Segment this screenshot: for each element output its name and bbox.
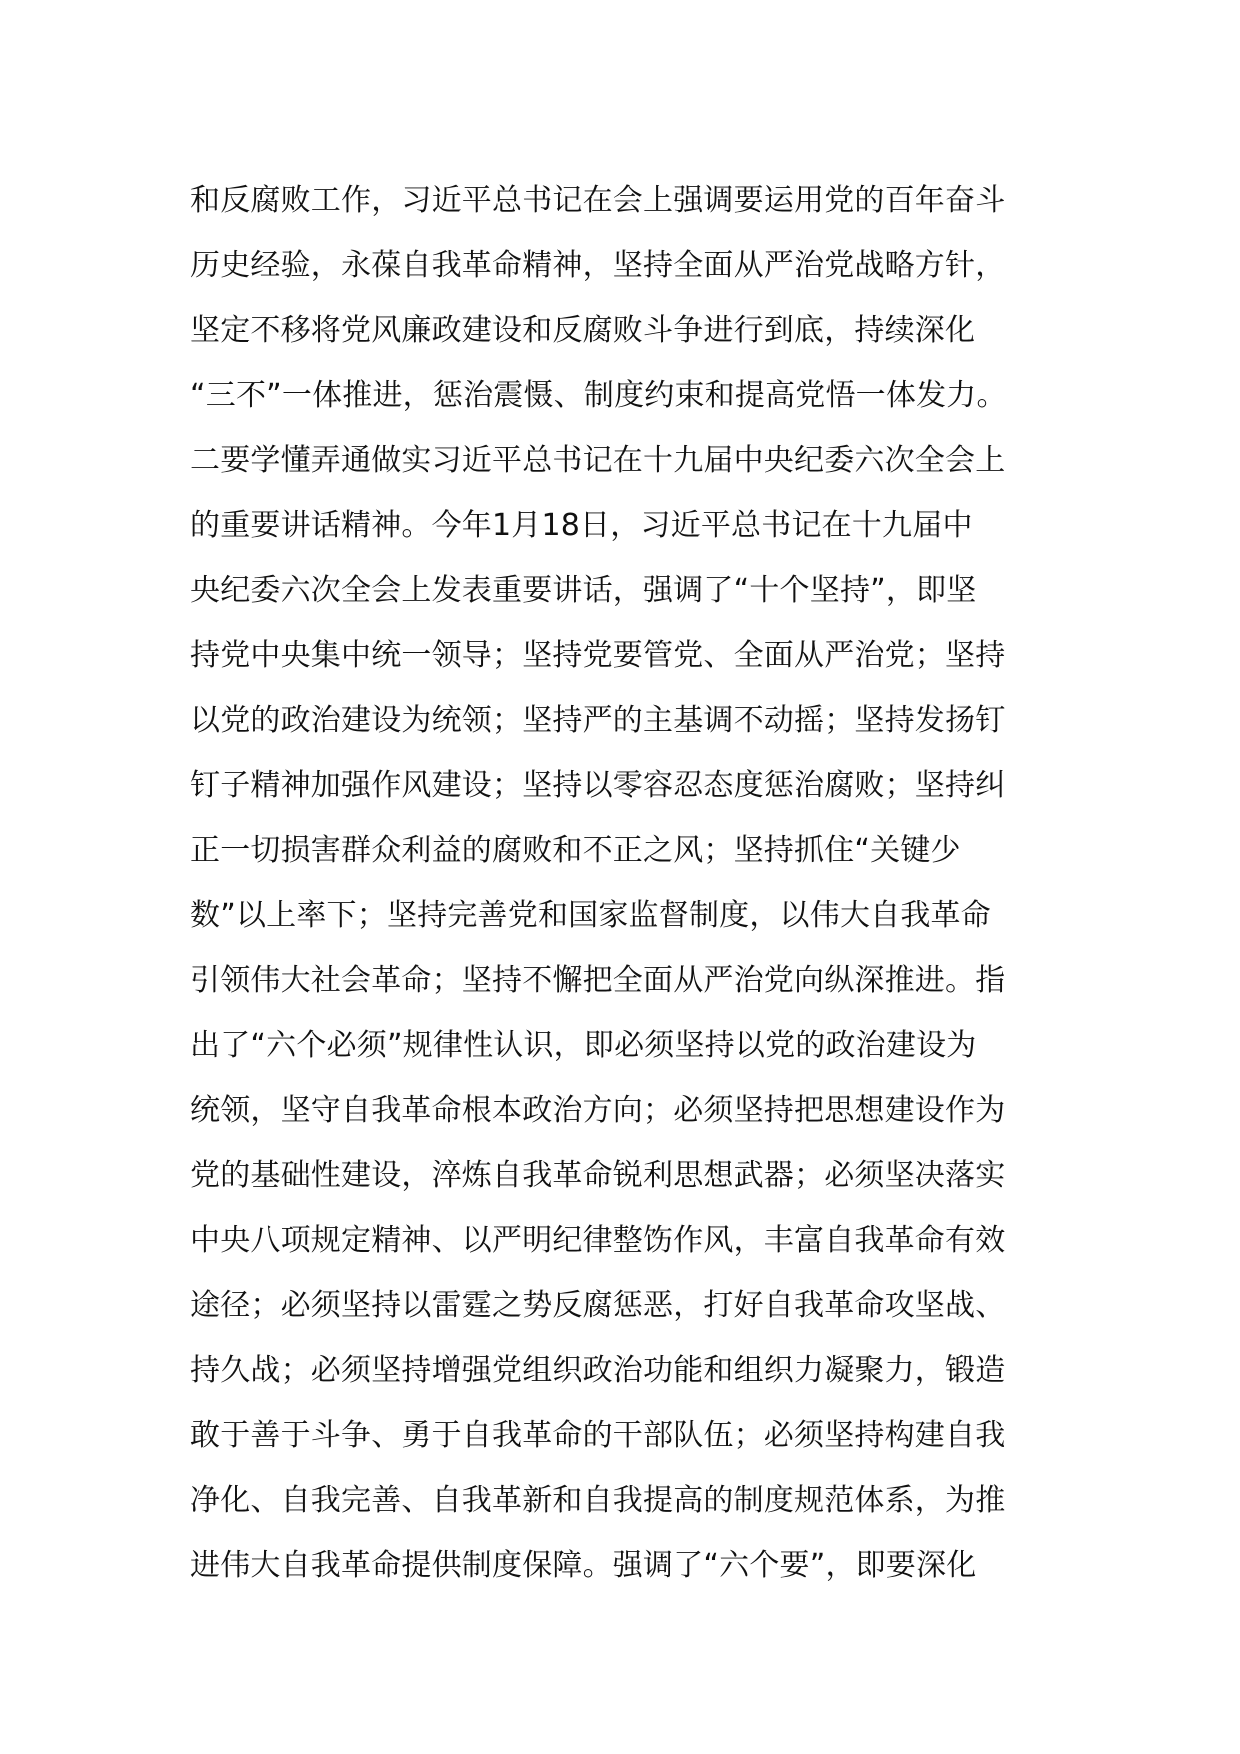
text-line: 和反腐败工作，习近平总书记在会上强调要运用党的百年奋斗 (190, 183, 1006, 218)
text-line: 出了“六个必须”规律性认识，即必须坚持以党的政治建设为 (190, 1028, 977, 1063)
text-line: “三不”一体推进，惩治震慑、制度约束和提高党悟一体发力。 (190, 378, 1007, 413)
text-line: 中央八项规定精神、以严明纪律整饬作风，丰富自我革命有效 (190, 1223, 1006, 1258)
text-line: 统领，坚守自我革命根本政治方向；必须坚持把思想建设作为 (190, 1093, 1006, 1128)
text-line: 钉子精神加强作风建设；坚持以零容忍态度惩治腐败；坚持纠 (190, 768, 1006, 803)
text-line: 党的基础性建设，淬炼自我革命锐利思想武器；必须坚决落实 (190, 1158, 1006, 1193)
text-line: 数”以上率下；坚持完善党和国家监督制度，以伟大自我革命 (190, 898, 991, 933)
text-line: 正一切损害群众利益的腐败和不正之风；坚持抓住“关键少 (190, 833, 961, 868)
text-line: 净化、自我完善、自我革新和自我提高的制度规范体系，为推 (190, 1483, 1006, 1518)
text-line: 央纪委六次全会上发表重要讲话，强调了“十个坚持”，即坚 (190, 573, 977, 608)
text-line: 历史经验，永葆自我革命精神，坚持全面从严治党战略方针， (190, 248, 1006, 283)
text-line: 途径；必须坚持以雷霆之势反腐惩恶，打好自我革命攻坚战、 (190, 1288, 1006, 1323)
body-text (190, 168, 1070, 1598)
text-line: 引领伟大社会革命；坚持不懈把全面从严治党向纵深推进。指 (190, 963, 1006, 998)
text-line: 进伟大自我革命提供制度保障。强调了“六个要”，即要深化 (190, 1548, 977, 1583)
text-line: 以党的政治建设为统领；坚持严的主基调不动摇；坚持发扬钉 (190, 703, 1006, 738)
text-line: 持久战；必须坚持增强党组织政治功能和组织力凝聚力，锻造 (190, 1353, 1006, 1388)
text-line: 坚定不移将党风廉政建设和反腐败斗争进行到底，持续深化 (190, 313, 976, 348)
text-line: 二要学懂弄通做实习近平总书记在十九届中央纪委六次全会上 (190, 443, 1006, 478)
text-line: 持党中央集中统一领导；坚持党要管党、全面从严治党；坚持 (190, 638, 1006, 673)
text-line: 敢于善于斗争、勇于自我革命的干部队伍；必须坚持构建自我 (190, 1418, 1006, 1453)
text-line: 的重要讲话精神。今年1月18日，习近平总书记在十九届中 (190, 508, 973, 543)
